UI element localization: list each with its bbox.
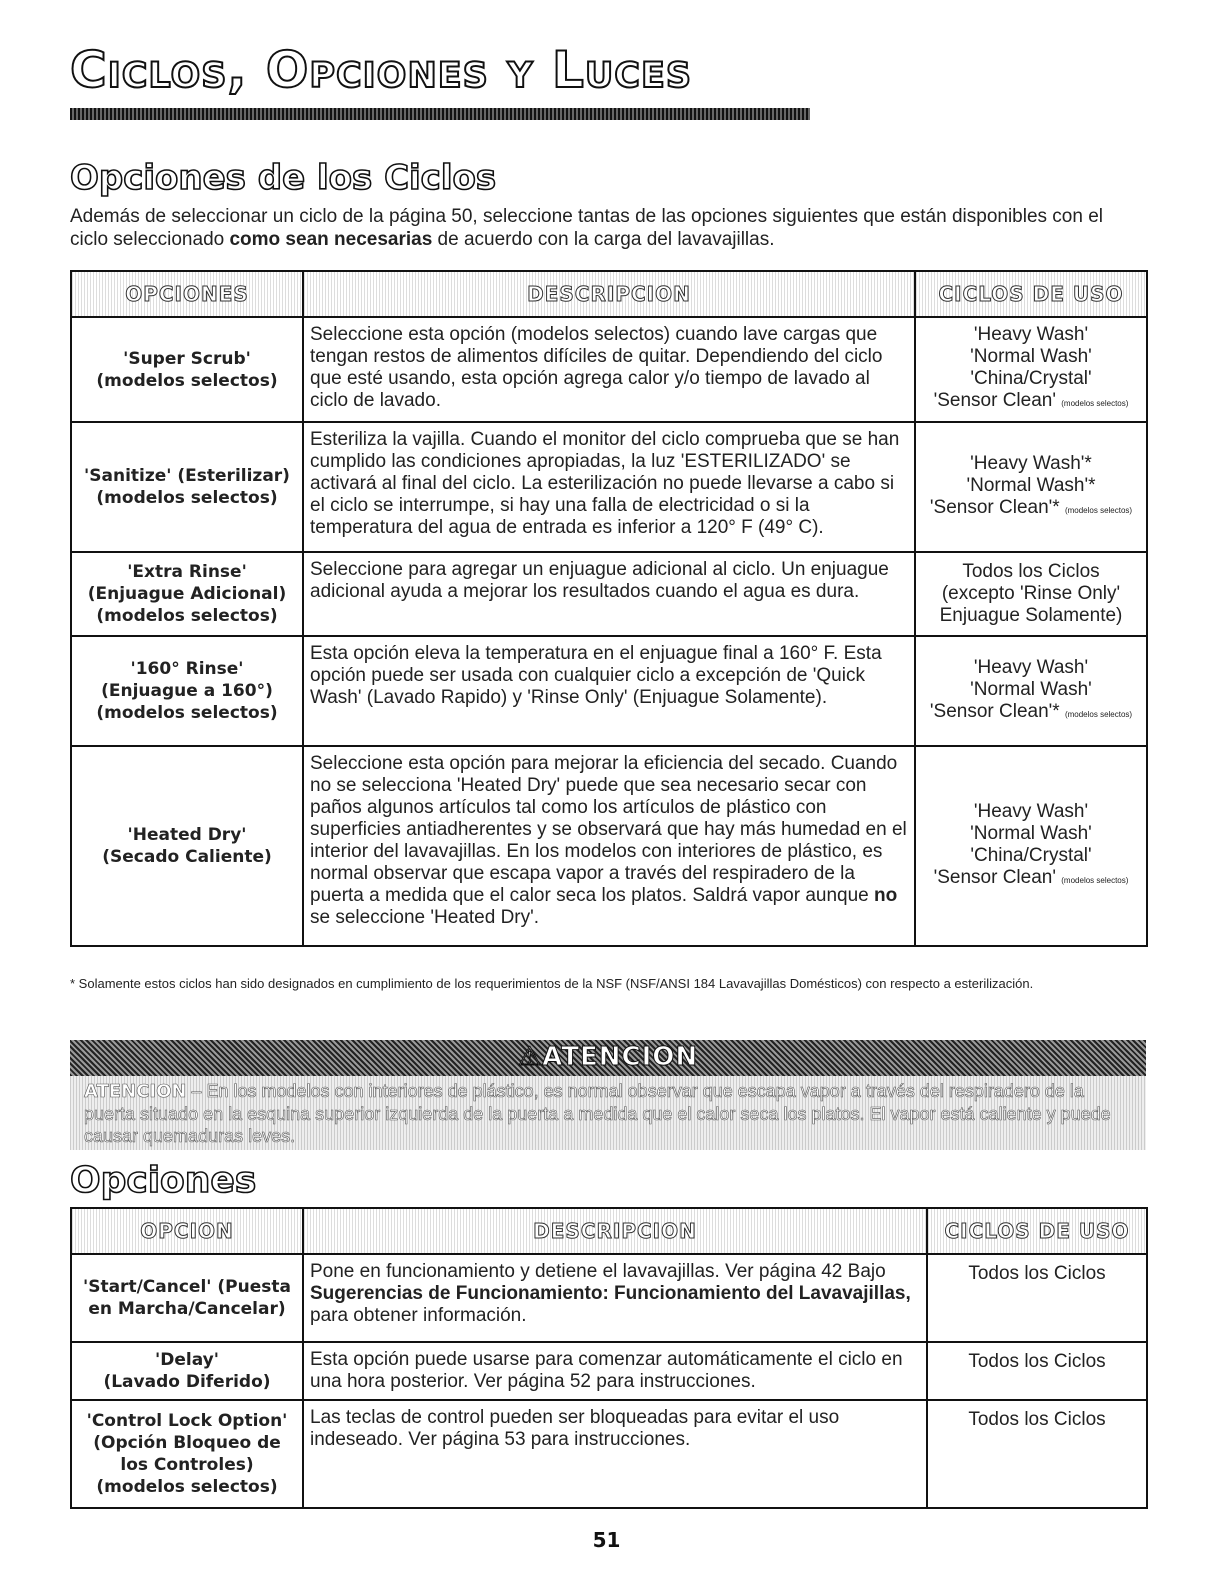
page-title: Ciclos, Opciones y Luces [70, 41, 693, 99]
page-header [70, 40, 810, 120]
section-heading-options: Opciones [70, 1160, 257, 1201]
option-description: Seleccione esta opción (modelos selectos) cuando lave cargas que tengan restos de alimentos difíciles de quitar. Dependiendo del ciclo que esté usando, esta opción agrega calor y/o tiempo de lavado al ciclo de lavado. [303, 317, 915, 422]
title-rule [70, 108, 810, 120]
option-name: 'Control Lock Option' (Opción Bloqueo de los Controles) (modelos selectos) [71, 1400, 303, 1508]
table-row [71, 1342, 1147, 1400]
page-number: 51 [592, 1528, 621, 1552]
footnote: * Solamente estos ciclos han sido designados en cumplimiento de los requerimientos de la NSF (NSF/ANSI 184 Lavavajillas Domésticos) con respecto a esterilización. [70, 976, 1034, 991]
option-cycles: Todos los Ciclos [927, 1254, 1147, 1342]
intro-paragraph: Además de seleccionar un ciclo de la página 50, seleccione tantas de las opciones siguientes que están disponibles con el ciclo seleccionado como sean necesarias de acuerdo con la carga del lavavajillas. [70, 206, 1104, 250]
option-name: 'Delay' (Lavado Diferido) [71, 1342, 303, 1400]
option-name: '160° Rinse' (Enjuague a 160°) (modelos selectos) [71, 636, 303, 746]
option-name: 'Heated Dry' (Secado Caliente) [71, 746, 303, 946]
option-description: Esta opción puede usarse para comenzar automáticamente el ciclo en una hora posterior. Ver página 52 para instrucciones. [303, 1342, 927, 1400]
column-header-cycles: CICLOS DE USO [927, 1208, 1147, 1254]
column-header-options: OPCIONES [71, 271, 303, 317]
option-description: Esteriliza la vajilla. Cuando el monitor del ciclo comprueba que se han cumplido las condiciones apropiadas, la luz 'ESTERILIZADO' se activará al final del ciclo. La esterilización no puede llevarse a cabo si el ciclo se interrumpe, si hay una falla de electricidad o si la temperatura del agua de entrada es inferior a 120° F (49° C). [303, 422, 915, 552]
option-description: Esta opción eleva la temperatura en el enjuague final a 160° F. Esta opción puede ser usada con cualquier ciclo a excepción de 'Quick Wash' (Lavado Rapido) y 'Rinse Only' (Enjuague Solamente). [303, 636, 915, 746]
option-description: Seleccione esta opción para mejorar la eficiencia del secado. Cuando no se selecciona 'Heated Dry' puede que sea necesario secar con paños algunos artículos tal como los artículos de plástico con superficies antiadherentes y se observará que hay más humedad en el interior del lavavajillas. En los modelos con interiores de plástico, es normal observar que escapa vapor a través del respiradero de la puerta a medida que el calor seca los platos. Saldrá vapor aunque no se seleccione 'Heated Dry'. [303, 746, 915, 946]
column-header-description: DESCRIPCION [303, 1208, 927, 1254]
option-cycles: 'Heavy Wash' 'Normal Wash' 'China/Crystal' 'Sensor Clean' (modelos selectos) [915, 317, 1147, 422]
options-table [70, 1207, 1148, 1509]
warning-box [70, 1040, 1146, 1150]
option-cycles: 'Heavy Wash' 'Normal Wash' 'Sensor Clean'* (modelos selectos) [915, 636, 1147, 746]
option-cycles: 'Heavy Wash' 'Normal Wash' 'China/Crystal' 'Sensor Clean' (modelos selectos) [915, 746, 1147, 946]
option-name: 'Super Scrub' (modelos selectos) [71, 317, 303, 422]
column-header-description: DESCRIPCION [303, 271, 915, 317]
table-row [71, 552, 1147, 636]
table-row [71, 636, 1147, 746]
table-row [71, 746, 1147, 946]
option-description: Las teclas de control pueden ser bloqueadas para evitar el uso indeseado. Ver página 53 para instrucciones. [303, 1400, 927, 1508]
option-description: Seleccione para agregar un enjuague adicional al ciclo. Un enjuague adicional ayuda a mejorar los resultados cuando el agua es dura. [303, 552, 915, 636]
option-cycles: Todos los Ciclos [927, 1400, 1147, 1508]
table-header-row [71, 271, 1147, 317]
option-cycles: 'Heavy Wash'* 'Normal Wash'* 'Sensor Clean'* (modelos selectos) [915, 422, 1147, 552]
option-name: 'Start/Cancel' (Puesta en Marcha/Cancelar) [71, 1254, 303, 1342]
column-header-option: OPCION [71, 1208, 303, 1254]
option-cycles: Todos los Ciclos [927, 1342, 1147, 1400]
warning-text: ATENCION – En los modelos con interiores de plástico, es normal observar que escapa vapor a través del respiradero de la puerta situado en la esquina superior izquierda de la puerta a medida que el calor seca los platos. El vapor está caliente y puede causar quemaduras leves. [70, 1076, 1146, 1150]
table-row [71, 422, 1147, 552]
table-header-row [71, 1208, 1147, 1254]
table-row [71, 317, 1147, 422]
section-heading-cycle-options: Opciones de los Ciclos [70, 158, 497, 198]
option-name: 'Extra Rinse' (Enjuague Adicional) (modelos selectos) [71, 552, 303, 636]
cycle-options-table [70, 270, 1148, 947]
table-row [71, 1400, 1147, 1508]
warning-icon: ⚠ [517, 1042, 543, 1072]
column-header-cycles: CICLOS DE USO [915, 271, 1147, 317]
option-name: 'Sanitize' (Esterilizar) (modelos selectos) [71, 422, 303, 552]
option-description: Pone en funcionamiento y detiene el lavavajillas. Ver página 42 Bajo Sugerencias de Funcionamiento: Funcionamiento del Lavavajillas, para obtener información. [303, 1254, 927, 1342]
warning-title-bar [70, 1040, 1146, 1076]
table-row [71, 1254, 1147, 1342]
warning-title: ATENCION [542, 1042, 699, 1072]
option-cycles: Todos los Ciclos (excepto 'Rinse Only' Enjuague Solamente) [915, 552, 1147, 636]
